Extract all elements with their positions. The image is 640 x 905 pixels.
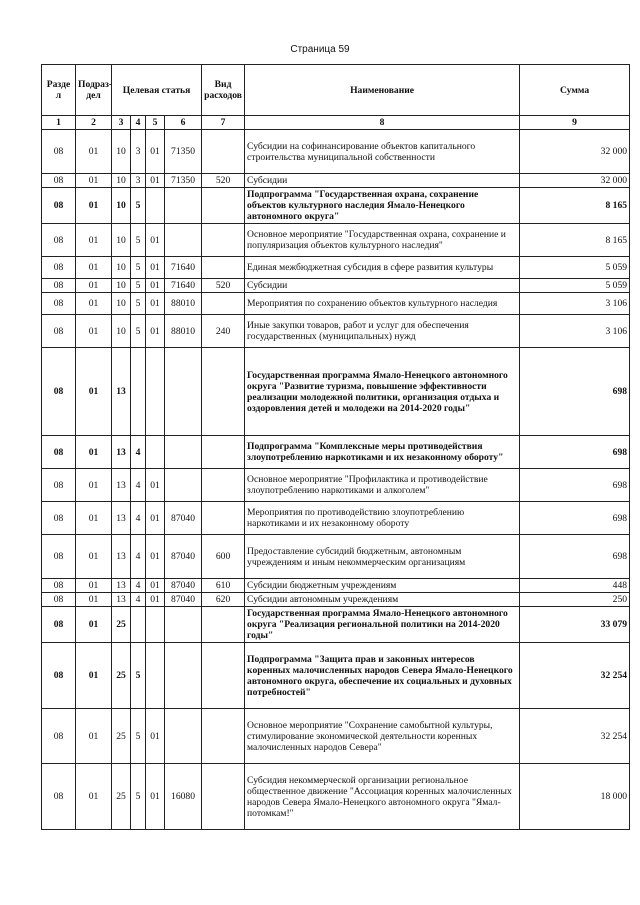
table-header-row	[42, 65, 630, 116]
cell-c7: 620	[202, 593, 245, 607]
cell-c7: 520	[202, 279, 245, 293]
table-row	[42, 130, 630, 174]
cell-c1: 08	[42, 130, 76, 174]
table-row	[42, 709, 630, 764]
table-body	[42, 130, 630, 830]
cell-c3: 13	[112, 593, 131, 607]
cell-c7	[202, 709, 245, 764]
cell-c3: 13	[112, 579, 131, 593]
cell-c2: 01	[76, 279, 112, 293]
table-row	[42, 593, 630, 607]
cell-name: Основное мероприятие "Сохранение самобытной культуры, стимулирование экономической деятельности коренных малочисленных народов Севера"	[245, 709, 520, 764]
col-number: 1	[42, 116, 76, 130]
cell-c5	[146, 348, 165, 436]
cell-c4: 4	[131, 502, 146, 535]
cell-c6	[165, 188, 202, 224]
cell-sum: 250	[520, 593, 630, 607]
cell-c7	[202, 348, 245, 436]
cell-name: Подпрограмма "Защита прав и законных интересов коренных малочисленных народов Севера Ямало-Ненецкого автономного округа, обеспечение их социальных и духовных потребностей"	[245, 643, 520, 709]
cell-sum: 32 254	[520, 709, 630, 764]
cell-c5: 01	[146, 709, 165, 764]
cell-sum: 698	[520, 348, 630, 436]
cell-c5: 01	[146, 579, 165, 593]
cell-c4	[131, 607, 146, 643]
cell-c5: 01	[146, 764, 165, 830]
cell-c6: 71350	[165, 174, 202, 188]
cell-sum: 3 106	[520, 315, 630, 348]
cell-c4: 4	[131, 593, 146, 607]
cell-c3: 10	[112, 174, 131, 188]
cell-c3: 13	[112, 535, 131, 579]
col-number: 5	[146, 116, 165, 130]
col-number: 8	[245, 116, 520, 130]
column-number-row	[42, 116, 630, 130]
cell-c4: 5	[131, 257, 146, 279]
col-number: 7	[202, 116, 245, 130]
cell-c2: 01	[76, 535, 112, 579]
cell-name: Мероприятия по противодействию злоупотреблению наркотиками и их незаконному обороту	[245, 502, 520, 535]
cell-c1: 08	[42, 224, 76, 257]
cell-c6: 71640	[165, 257, 202, 279]
cell-c4: 5	[131, 643, 146, 709]
cell-c7: 600	[202, 535, 245, 579]
cell-name: Субсидии автономным учреждениям	[245, 593, 520, 607]
cell-c7	[202, 436, 245, 469]
cell-c5: 01	[146, 174, 165, 188]
cell-c1: 08	[42, 279, 76, 293]
cell-name: Подпрограмма "Государственная охрана, сохранение объектов культурного наследия Ямало-Ненецкого автономного округа"	[245, 188, 520, 224]
table-row	[42, 348, 630, 436]
cell-c2: 01	[76, 764, 112, 830]
cell-c6: 88010	[165, 293, 202, 315]
cell-sum: 32 000	[520, 174, 630, 188]
cell-sum: 698	[520, 502, 630, 535]
cell-c1: 08	[42, 174, 76, 188]
cell-c6	[165, 348, 202, 436]
cell-c3: 25	[112, 709, 131, 764]
cell-c4: 5	[131, 293, 146, 315]
cell-c7: 240	[202, 315, 245, 348]
cell-c3: 25	[112, 764, 131, 830]
cell-c2: 01	[76, 315, 112, 348]
col-number: 6	[165, 116, 202, 130]
cell-c3: 10	[112, 130, 131, 174]
cell-c4: 3	[131, 174, 146, 188]
cell-c5: 01	[146, 469, 165, 502]
table-row	[42, 315, 630, 348]
cell-c3: 10	[112, 293, 131, 315]
cell-c4: 4	[131, 469, 146, 502]
cell-c5: 01	[146, 535, 165, 579]
cell-name: Предоставление субсидий бюджетным, автономным учреждениям и иным некоммерческим организациям	[245, 535, 520, 579]
cell-c3: 10	[112, 257, 131, 279]
header-naimenovanie: Наименование	[245, 65, 520, 116]
cell-c3: 25	[112, 643, 131, 709]
cell-c6	[165, 643, 202, 709]
cell-c3: 10	[112, 224, 131, 257]
cell-sum: 698	[520, 469, 630, 502]
cell-c1: 08	[42, 607, 76, 643]
cell-c1: 08	[42, 257, 76, 279]
cell-name: Государственная программа Ямало-Ненецкого автономного округа "Реализация региональной политики на 2014-2020 годы"	[245, 607, 520, 643]
header-razdel: Разде л	[42, 65, 76, 116]
table-row	[42, 643, 630, 709]
cell-sum: 32 000	[520, 130, 630, 174]
cell-name: Субсидии	[245, 279, 520, 293]
cell-c2: 01	[76, 224, 112, 257]
table-row	[42, 436, 630, 469]
cell-c1: 08	[42, 764, 76, 830]
cell-c7	[202, 469, 245, 502]
cell-c5: 01	[146, 293, 165, 315]
cell-c2: 01	[76, 469, 112, 502]
cell-sum: 8 165	[520, 188, 630, 224]
cell-c7	[202, 293, 245, 315]
table-row	[42, 764, 630, 830]
cell-c5: 01	[146, 224, 165, 257]
table-row	[42, 469, 630, 502]
table-row	[42, 188, 630, 224]
col-number: 2	[76, 116, 112, 130]
cell-c2: 01	[76, 257, 112, 279]
cell-name: Подпрограмма "Комплексные меры противодействия злоупотреблению наркотиками и их незаконному обороту"	[245, 436, 520, 469]
cell-c6: 87040	[165, 502, 202, 535]
cell-sum: 18 000	[520, 764, 630, 830]
cell-sum: 3 106	[520, 293, 630, 315]
cell-c6	[165, 709, 202, 764]
cell-c4: 4	[131, 436, 146, 469]
cell-c4: 4	[131, 535, 146, 579]
col-number: 3	[112, 116, 131, 130]
cell-c5: 01	[146, 502, 165, 535]
cell-c2: 01	[76, 593, 112, 607]
cell-c7	[202, 764, 245, 830]
cell-name: Субсидия некоммерческой организации региональное общественное движение "Ассоциация коренных малочисленных народов Севера Ямало-Ненецкого автономного округа "Ямал-потомкам!"	[245, 764, 520, 830]
cell-c7	[202, 643, 245, 709]
cell-c1: 08	[42, 315, 76, 348]
cell-c5	[146, 188, 165, 224]
cell-c6	[165, 436, 202, 469]
cell-c1: 08	[42, 348, 76, 436]
header-celevaya-statya: Целевая статья	[112, 65, 202, 116]
cell-c1: 08	[42, 643, 76, 709]
cell-c5: 01	[146, 315, 165, 348]
cell-c1: 08	[42, 436, 76, 469]
cell-sum: 5 059	[520, 279, 630, 293]
cell-c3: 25	[112, 607, 131, 643]
cell-sum: 698	[520, 535, 630, 579]
cell-c1: 08	[42, 709, 76, 764]
cell-c1: 08	[42, 502, 76, 535]
cell-c6: 88010	[165, 315, 202, 348]
cell-c6: 71640	[165, 279, 202, 293]
cell-c2: 01	[76, 293, 112, 315]
cell-c5: 01	[146, 279, 165, 293]
header-summa: Сумма	[520, 65, 630, 116]
cell-c4: 5	[131, 764, 146, 830]
cell-c2: 01	[76, 188, 112, 224]
cell-c5: 01	[146, 130, 165, 174]
cell-c2: 01	[76, 502, 112, 535]
cell-sum: 698	[520, 436, 630, 469]
cell-c7: 610	[202, 579, 245, 593]
cell-name: Государственная программа Ямало-Ненецкого автономного округа "Развитие туризма, повышение эффективности реализации молодежной политики, организация отдыха и оздоровления детей и молодежи на 2014-2020 годы"	[245, 348, 520, 436]
header-vid-rashodov: Вид расходов	[202, 65, 245, 116]
table-row	[42, 579, 630, 593]
page-number-label: Страница 59	[290, 44, 350, 55]
header-podrazdel: Подраз- дел	[76, 65, 112, 116]
cell-name: Субсидии на софинансирование объектов капитального строительства муниципальной собственности	[245, 130, 520, 174]
cell-c7	[202, 607, 245, 643]
cell-c4: 5	[131, 224, 146, 257]
table-row	[42, 174, 630, 188]
cell-c5	[146, 436, 165, 469]
table-row	[42, 293, 630, 315]
cell-c4: 5	[131, 709, 146, 764]
cell-c2: 01	[76, 436, 112, 469]
cell-c1: 08	[42, 293, 76, 315]
table-row	[42, 535, 630, 579]
cell-name: Основное мероприятие "Профилактика и противодействие злоупотреблению наркотиками и алкоголем"	[245, 469, 520, 502]
cell-c4	[131, 348, 146, 436]
cell-c1: 08	[42, 579, 76, 593]
cell-c6: 16080	[165, 764, 202, 830]
cell-c6: 87040	[165, 593, 202, 607]
cell-c7	[202, 188, 245, 224]
cell-c2: 01	[76, 709, 112, 764]
cell-name: Основное мероприятие "Государственная охрана, сохранение и популяризация объектов культурного наследия"	[245, 224, 520, 257]
budget-table	[41, 64, 630, 830]
table-row	[42, 279, 630, 293]
cell-sum: 5 059	[520, 257, 630, 279]
cell-c2: 01	[76, 130, 112, 174]
cell-c6	[165, 224, 202, 257]
cell-c6: 87040	[165, 535, 202, 579]
cell-c4: 3	[131, 130, 146, 174]
cell-c1: 08	[42, 469, 76, 502]
cell-c7	[202, 224, 245, 257]
cell-c7	[202, 130, 245, 174]
cell-c7: 520	[202, 174, 245, 188]
cell-c3: 10	[112, 188, 131, 224]
cell-c5: 01	[146, 257, 165, 279]
cell-name: Субсидии	[245, 174, 520, 188]
cell-sum: 32 254	[520, 643, 630, 709]
cell-c6	[165, 607, 202, 643]
cell-c4: 5	[131, 315, 146, 348]
col-number: 4	[131, 116, 146, 130]
cell-c7	[202, 257, 245, 279]
cell-c5	[146, 607, 165, 643]
cell-c2: 01	[76, 643, 112, 709]
cell-sum: 33 079	[520, 607, 630, 643]
cell-name: Субсидии бюджетным учреждениям	[245, 579, 520, 593]
cell-c1: 08	[42, 188, 76, 224]
table-row	[42, 224, 630, 257]
table-row	[42, 502, 630, 535]
cell-name: Мероприятия по сохранению объектов культурного наследия	[245, 293, 520, 315]
cell-name: Иные закупки товаров, работ и услуг для обеспечения государственных (муниципальных) нужд	[245, 315, 520, 348]
cell-c3: 13	[112, 436, 131, 469]
cell-c2: 01	[76, 174, 112, 188]
cell-c6	[165, 469, 202, 502]
cell-c3: 10	[112, 279, 131, 293]
cell-c3: 13	[112, 502, 131, 535]
cell-c3: 10	[112, 315, 131, 348]
table-row	[42, 607, 630, 643]
cell-c1: 08	[42, 593, 76, 607]
cell-sum: 448	[520, 579, 630, 593]
cell-c4: 5	[131, 279, 146, 293]
cell-c2: 01	[76, 579, 112, 593]
cell-c4: 5	[131, 188, 146, 224]
cell-c4: 4	[131, 579, 146, 593]
cell-c3: 13	[112, 348, 131, 436]
cell-c2: 01	[76, 348, 112, 436]
cell-c6: 71350	[165, 130, 202, 174]
col-number: 9	[520, 116, 630, 130]
cell-name: Единая межбюджетная субсидия в сфере развития культуры	[245, 257, 520, 279]
cell-c1: 08	[42, 535, 76, 579]
table-row	[42, 257, 630, 279]
cell-c5: 01	[146, 593, 165, 607]
cell-c5	[146, 643, 165, 709]
cell-sum: 8 165	[520, 224, 630, 257]
cell-c3: 13	[112, 469, 131, 502]
cell-c6: 87040	[165, 579, 202, 593]
cell-c7	[202, 502, 245, 535]
cell-c2: 01	[76, 607, 112, 643]
